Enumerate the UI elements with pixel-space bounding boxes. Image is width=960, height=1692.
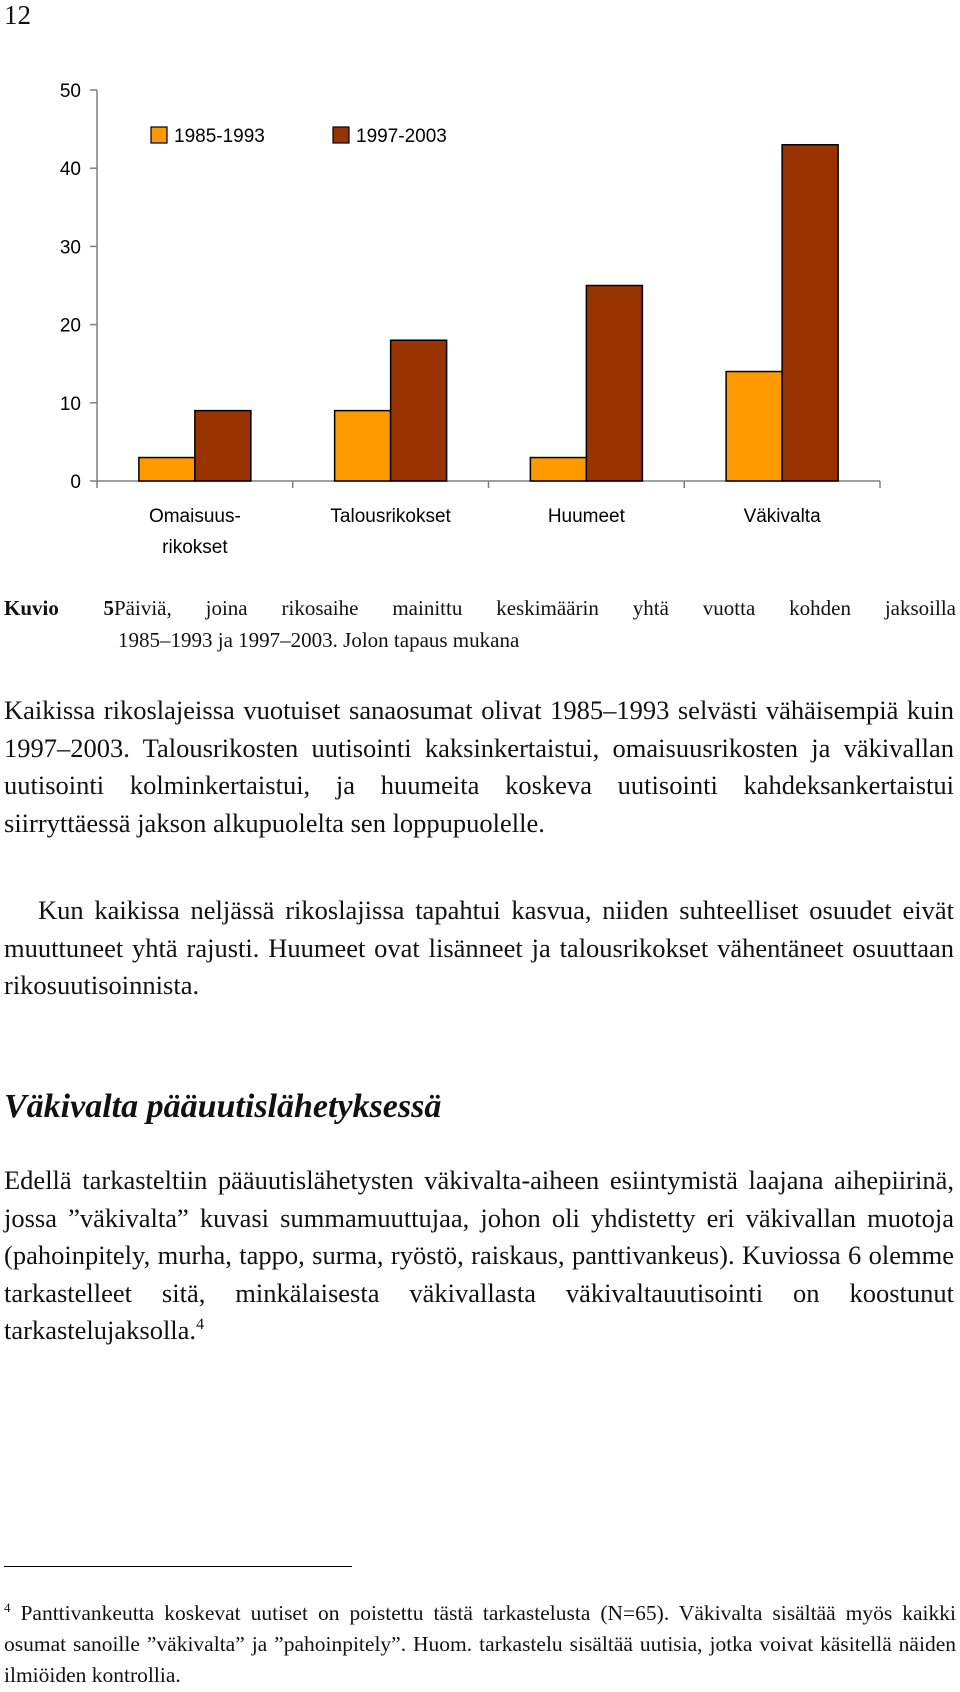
- footnote-reference[interactable]: 4: [196, 1316, 205, 1334]
- bar-1985-1993-2: [530, 458, 586, 481]
- footnote-text: Panttivankeutta koskevat uutiset on poistettu tästä tarkastelusta (N=65). Väkivalta sisältää myös kaikki osumat sanoille ”väkivalta” ja ”pahoinpitely”. Huom. tarkastelu sisältää uutisia, jotka voivat käsitellä näiden ilmiöiden kontrollia.: [4, 1601, 956, 1687]
- x-tick-label: Talousrikokset: [330, 506, 451, 527]
- legend-label-1985-1993: 1985-1993: [174, 126, 265, 147]
- section-heading: Väkivalta pääuutislähetyksessä: [4, 1088, 442, 1125]
- x-tick-label: rikokset: [162, 537, 228, 558]
- x-tick-label: Väkivalta: [743, 506, 821, 527]
- bar-1997-2003-2: [586, 286, 642, 482]
- paragraph-3: [4, 1162, 954, 1350]
- x-tick-label: Huumeet: [547, 506, 625, 527]
- legend-label-1997-2003: 1997-2003: [356, 126, 447, 147]
- footnote: [4, 1598, 956, 1691]
- y-tick-label: 40: [59, 159, 81, 181]
- bar-1985-1993-1: [335, 411, 391, 481]
- footnote-divider: [4, 1566, 352, 1567]
- bar-chart: [0, 60, 960, 580]
- bar-1997-2003-3: [782, 145, 838, 481]
- paragraph-3-text: Edellä tarkasteltiin pääuutislähetysten väkivalta-aiheen esiintymistä laajana aihepiirinä, jossa ”väkivalta” kuvasi summamuuttujaa, johon oli yhdistetty eri väkivallan muotoja (pahoinpitely, murha, tappo, surma, ryöstö, raiskaus, panttivankeus). Kuviossa 6 olemme tarkastelleet sitä, minkälaisesta väkivallasta väkivaltauutisointi on koostunut tarkastelujaksolla.: [4, 1165, 954, 1345]
- y-tick-label: 30: [59, 237, 81, 259]
- bar-1997-2003-0: [195, 411, 251, 481]
- bar-1997-2003-1: [391, 340, 447, 481]
- page-number: 12: [4, 0, 31, 30]
- bar-1985-1993-0: [139, 458, 195, 481]
- paragraph-2: Kun kaikissa neljässä rikoslajissa tapahtui kasvua, niiden suhteelliset osuudet eivät muuttuneet yhtä rajusti. Huumeet ovat lisänneet ja talousrikokset vähentäneet osuuttaan rikosuutisoinnista.: [4, 895, 954, 1000]
- y-tick-label: 20: [59, 315, 81, 337]
- x-tick-label: Omaisuus-: [148, 506, 241, 527]
- y-tick-label: 50: [59, 81, 81, 102]
- caption-label: Kuvio 5: [4, 596, 114, 620]
- figure-caption: [4, 592, 956, 656]
- bar-1985-1993-3: [726, 372, 782, 481]
- caption-line-2: 1985–1993 ja 1997–2003. Jolon tapaus mukana: [118, 628, 520, 652]
- y-tick-label: 0: [70, 472, 81, 493]
- legend-swatch-1997-2003: [333, 127, 349, 143]
- footnote-marker: 4: [4, 1600, 11, 1615]
- y-tick-label: 10: [59, 393, 81, 415]
- caption-line-1: Päiviä, joina rikosaihe mainittu keskimäärin yhtä vuotta kohden jaksoilla: [114, 596, 956, 620]
- legend-swatch-1985-1993: [151, 127, 167, 143]
- paragraph-1: Kaikissa rikoslajeissa vuotuiset sanaosumat olivat 1985–1993 selvästi vähäisempiä kuin 1997–2003. Talousrikosten uutisointi kaksinkertaistui, omaisuusrikosten ja väkivallan uutisointi kolminkertaistui, ja huumeita koskeva uutisointi kahdeksankertaistui siirryttäessä jakson alkupuolelta sen loppupuolelle.: [4, 695, 954, 838]
